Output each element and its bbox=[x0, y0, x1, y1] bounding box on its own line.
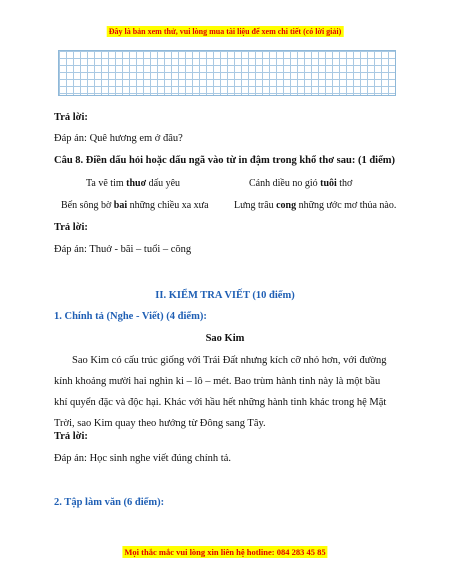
part1-answer: Đáp án: Học sinh nghe viết đúng chính tả. bbox=[54, 453, 232, 464]
part-2-title: 2. Tập làm văn (6 điểm): bbox=[54, 497, 165, 508]
section-2-title: II. KIỂM TRA VIẾT (10 điểm) bbox=[155, 290, 295, 301]
hotline-footer: Mọi thắc mắc vui lòng xin liên hệ hotline: 084 283 45 85 bbox=[124, 547, 326, 557]
poem-line-1-left: Ta vẽ tim thuơ dấu yêu bbox=[86, 178, 181, 189]
q7-answer: Đáp án: Quê hương em ở đâu? bbox=[54, 133, 183, 144]
writing-grid bbox=[58, 50, 396, 96]
part-1-title: 1. Chính tả (Nghe - Viết) (4 điểm): bbox=[54, 311, 207, 322]
preview-banner: Đây là bản xem thử, vui lòng mua tài liệu để xem chi tiết (có lời giải) bbox=[108, 27, 342, 36]
passage-title: Sao Kim bbox=[205, 333, 245, 344]
q8-answer: Đáp án: Thuở - bãi – tuổi – cõng bbox=[54, 244, 192, 255]
poem-line-2-right: Lưng trâu cong những ước mơ thủa nào. bbox=[234, 200, 397, 211]
q7-answer-label: Trả lời: bbox=[54, 112, 88, 123]
poem-line-2-left: Bến sông bờ bai những chiều xa xưa bbox=[61, 200, 209, 211]
passage-text: Sao Kim có cấu trúc giống với Trái Đất nhưng kích cỡ nhỏ hơn, với đường kính khoảng mười hai nghìn ki – lô – mét. Bao trùm hành tinh này là một bầu khí quyển đặc và độc hại. Khác với hầu hết những hành tinh khác trong hệ Mặt Trời, sao Kim quay theo hướng từ Đông sang Tây. bbox=[54, 355, 387, 429]
part1-answer-label: Trả lời: bbox=[54, 431, 88, 442]
q8-title: Câu 8. Điền dấu hỏi hoặc dấu ngã vào từ in đậm trong khổ thơ sau: (1 điểm) bbox=[54, 155, 395, 166]
poem-line-1-right: Cánh diều no gió tuôi thơ bbox=[249, 178, 353, 189]
q8-answer-label: Trả lời: bbox=[54, 222, 88, 233]
